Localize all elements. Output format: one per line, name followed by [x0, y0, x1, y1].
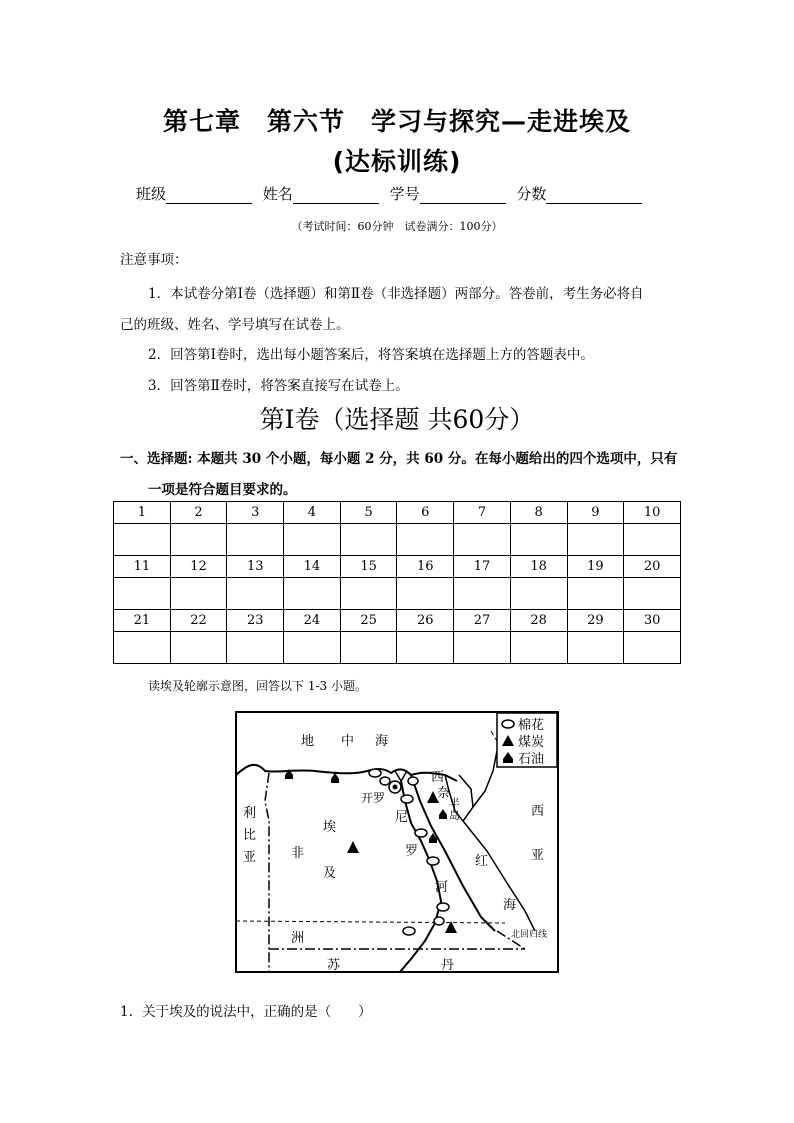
- section-title: 第Ⅰ卷（选择题 共60分）: [259, 405, 535, 434]
- answer-cell[interactable]: [170, 524, 227, 556]
- legend-coal-label: 煤炭: [518, 735, 545, 750]
- answer-number: 7: [454, 502, 511, 524]
- nile-label-ni: 尼: [395, 810, 409, 825]
- answer-number: 1: [114, 502, 171, 524]
- sudan-label-dan: 丹: [441, 958, 455, 973]
- answer-number: 12: [170, 556, 227, 578]
- score-field[interactable]: [546, 188, 642, 204]
- libya-label-ya: 亚: [243, 850, 257, 865]
- answer-number: 17: [454, 556, 511, 578]
- africa-label-fei: 非: [291, 846, 305, 861]
- cotton-icon: [434, 917, 444, 925]
- answer-number: 4: [284, 502, 341, 524]
- answer-cell[interactable]: [170, 632, 227, 664]
- answer-cell[interactable]: [227, 632, 284, 664]
- cotton-icon: [408, 777, 418, 785]
- answer-number: 14: [284, 556, 341, 578]
- answer-number: 25: [340, 610, 397, 632]
- notice-item-1-line-2: 己的班级、姓名、学号填写在试卷上。: [120, 317, 350, 333]
- cairo-label: 开罗: [361, 791, 386, 805]
- page-subtitle: (达标训练): [332, 147, 462, 176]
- score-label: 分数: [516, 185, 547, 203]
- cotton-icon: [427, 857, 439, 865]
- libya-label-li: 利: [243, 806, 257, 821]
- sea-label-zhong: 中: [341, 734, 355, 749]
- answer-cell[interactable]: [624, 524, 681, 556]
- answer-cell[interactable]: [454, 632, 511, 664]
- answer-number: 26: [397, 610, 454, 632]
- answer-cell[interactable]: [397, 632, 454, 664]
- answer-cell[interactable]: [397, 578, 454, 610]
- answer-cell[interactable]: [114, 632, 171, 664]
- answer-number: 3: [227, 502, 284, 524]
- answer-cell[interactable]: [510, 632, 567, 664]
- sinai-label-dao: 岛: [449, 809, 460, 822]
- answer-number: 23: [227, 610, 284, 632]
- legend-oil-label: 石油: [518, 752, 545, 767]
- answer-cell[interactable]: [624, 578, 681, 610]
- answer-number: 11: [114, 556, 171, 578]
- student-info-row: [136, 183, 642, 204]
- answer-number: 28: [510, 610, 567, 632]
- answer-number-row: [114, 610, 681, 632]
- answer-number: 22: [170, 610, 227, 632]
- answer-number: 20: [624, 556, 681, 578]
- cotton-icon: [401, 795, 413, 803]
- answer-blank-row: [114, 524, 681, 556]
- egypt-map: [235, 711, 559, 973]
- notice-heading: 注意事项：: [120, 252, 188, 268]
- answer-number: 15: [340, 556, 397, 578]
- answer-cell[interactable]: [227, 578, 284, 610]
- page-title: 第七章 第六节 学习与探究—走进埃及: [162, 107, 631, 136]
- answer-cell[interactable]: [624, 632, 681, 664]
- answer-number: 29: [567, 610, 624, 632]
- answer-table: [113, 501, 681, 664]
- answer-cell[interactable]: [567, 632, 624, 664]
- answer-cell[interactable]: [170, 578, 227, 610]
- name-field[interactable]: [293, 188, 379, 204]
- sudan-label-su: 苏: [327, 958, 341, 973]
- answer-blank-row: [114, 578, 681, 610]
- answer-cell[interactable]: [340, 524, 397, 556]
- answer-cell[interactable]: [284, 632, 341, 664]
- answer-number: 6: [397, 502, 454, 524]
- answer-blank-row: [114, 632, 681, 664]
- notice-item-3: 3．回答第Ⅱ卷时，将答案直接写在试卷上。: [148, 378, 409, 394]
- cotton-icon: [380, 777, 390, 785]
- answer-number-row: [114, 556, 681, 578]
- libya-label-bi: 比: [243, 828, 257, 843]
- answer-cell[interactable]: [227, 524, 284, 556]
- section-intro-line-2: 一项是符合题目要求的。: [148, 482, 297, 498]
- answer-cell[interactable]: [454, 524, 511, 556]
- answer-number: 16: [397, 556, 454, 578]
- answer-number: 13: [227, 556, 284, 578]
- sinai-label-xi: 西: [431, 770, 445, 785]
- class-field[interactable]: [166, 188, 252, 204]
- exam-note: （考试时间：60分钟 试卷满分：100分）: [291, 220, 503, 233]
- answer-cell[interactable]: [454, 578, 511, 610]
- answer-number: 21: [114, 610, 171, 632]
- nile-label-he: 河: [435, 880, 449, 895]
- answer-number: 27: [454, 610, 511, 632]
- cotton-icon: [437, 903, 449, 911]
- section-intro-line-1: 一、选择题: 本题共 30 个小题，每小题 2 分，共 60 分。在每小题给出的四个选项中，只有: [120, 451, 678, 467]
- cotton-icon: [403, 927, 415, 935]
- answer-cell[interactable]: [510, 578, 567, 610]
- red-sea-label-hong: 红: [475, 854, 489, 869]
- answer-cell[interactable]: [284, 524, 341, 556]
- cotton-icon: [415, 829, 427, 837]
- answer-cell[interactable]: [510, 524, 567, 556]
- answer-number: 2: [170, 502, 227, 524]
- answer-number: 5: [340, 502, 397, 524]
- legend-cotton-icon: [502, 720, 514, 728]
- name-label: 姓名: [262, 185, 293, 203]
- legend-cotton-label: 棉花: [518, 718, 545, 733]
- answer-number: 9: [567, 502, 624, 524]
- answer-cell[interactable]: [567, 578, 624, 610]
- answer-cell[interactable]: [284, 578, 341, 610]
- nile-label-luo: 罗: [405, 844, 419, 859]
- answer-cell[interactable]: [114, 578, 171, 610]
- map-instruction: 读埃及轮廓示意图，回答以下 1-3 小题。: [148, 679, 367, 693]
- answer-number: 19: [567, 556, 624, 578]
- africa-label-zhou: 洲: [291, 931, 305, 946]
- west-asia-label-ya: 亚: [531, 848, 545, 863]
- answer-cell[interactable]: [340, 632, 397, 664]
- answer-cell[interactable]: [567, 524, 624, 556]
- sea-label-di: 地: [301, 734, 315, 749]
- sinai-label-ban: 半: [449, 797, 460, 810]
- answer-cell[interactable]: [340, 578, 397, 610]
- red-sea-label-hai: 海: [503, 898, 517, 913]
- id-field[interactable]: [420, 188, 506, 204]
- answer-number: 10: [624, 502, 681, 524]
- egypt-label-ai: 埃: [323, 820, 337, 835]
- cotton-icon: [369, 769, 381, 777]
- answer-number: 8: [510, 502, 567, 524]
- question-1: 1．关于埃及的说法中，正确的是（ ）: [120, 1004, 372, 1020]
- west-asia-label-xi: 西: [531, 804, 545, 819]
- sinai-label-nai: 奈: [437, 786, 451, 801]
- answer-cell[interactable]: [397, 524, 454, 556]
- egypt-label-ji: 及: [323, 866, 337, 881]
- answer-number-row: [114, 502, 681, 524]
- class-label: 班级: [136, 185, 167, 203]
- answer-number: 24: [284, 610, 341, 632]
- answer-number: 18: [510, 556, 567, 578]
- tropic-label: 北回归线: [511, 930, 548, 940]
- notice-item-2: 2．回答第Ⅰ卷时，选出每小题答案后，将答案填在选择题上方的答题表中。: [148, 347, 594, 363]
- sea-label-hai: 海: [375, 734, 389, 749]
- notice-item-1-line-1: 1．本试卷分第Ⅰ卷（选择题）和第Ⅱ卷（非选择题）两部分。答卷前，考生务必将自: [148, 286, 644, 302]
- answer-cell[interactable]: [114, 524, 171, 556]
- id-label: 学号: [389, 185, 420, 203]
- answer-number: 30: [624, 610, 681, 632]
